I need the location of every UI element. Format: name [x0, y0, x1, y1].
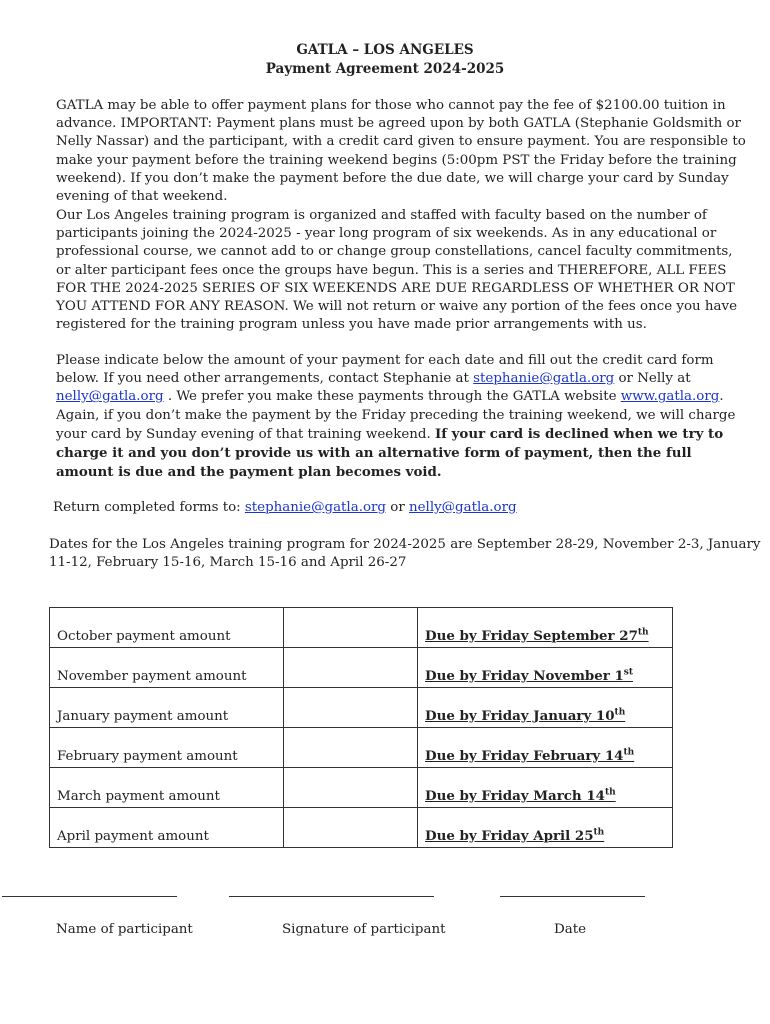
nelly-email-link[interactable]: nelly@gatla.org — [56, 389, 164, 405]
instructions-text-4: . Again, if you don’t make the payment by the Friday preceding the training weekend, we will charge your card by Sunday evening of that training weekend. — [56, 389, 736, 442]
payment-amount-field[interactable] — [284, 648, 418, 688]
date-line[interactable] — [500, 896, 645, 897]
due-ordinal: th — [637, 627, 649, 638]
return-label: Return completed forms to: — [53, 500, 245, 515]
payment-label: April payment amount — [50, 808, 284, 848]
due-text: Due by Friday November 1 — [425, 668, 624, 684]
instructions-text-1: Please indicate below the amount of your payment for each date and fill out the credit card form below. If you need other arrangements, contact Stephanie at — [56, 353, 714, 387]
due-text: Due by Friday February 14 — [425, 748, 624, 764]
payment-due-date — [418, 648, 673, 688]
name-signature-line[interactable] — [2, 896, 177, 897]
payment-amount-field[interactable] — [284, 808, 418, 848]
due-text: Due by Friday March 14 — [425, 788, 605, 804]
name-of-participant-label: Name of participant — [56, 922, 193, 937]
payment-due-date — [418, 808, 673, 848]
payment-due-date — [418, 768, 673, 808]
signature-of-participant-label: Signature of participant — [282, 922, 446, 937]
instructions-text-2: or Nelly at — [614, 371, 691, 387]
due-ordinal: th — [604, 787, 616, 798]
payment-label: November payment amount — [50, 648, 284, 688]
return-email-stephanie-link[interactable]: stephanie@gatla.org — [244, 500, 386, 515]
table-row — [50, 808, 673, 848]
table-row — [50, 608, 673, 648]
due-ordinal: th — [623, 747, 635, 758]
document-title: GATLA – LOS ANGELES — [296, 42, 474, 58]
payment-amount-field[interactable] — [284, 608, 418, 648]
instructions-text-3: . We prefer you make these payments through the GATLA website — [163, 389, 621, 405]
payment-label: March payment amount — [50, 768, 284, 808]
return-or: or — [386, 500, 409, 515]
payment-amount-field[interactable] — [284, 688, 418, 728]
gatla-website-link[interactable]: www.gatla.org — [620, 389, 720, 405]
return-forms-line — [53, 499, 743, 517]
table-row — [50, 728, 673, 768]
return-email-nelly-link[interactable]: nelly@gatla.org — [408, 500, 517, 515]
instructions-paragraph — [56, 352, 746, 482]
payment-label: October payment amount — [50, 608, 284, 648]
due-text: Due by Friday September 27 — [425, 628, 638, 644]
declined-card-warning: If your card is declined when we try to charge it and you don’t provide us with an alternative form of payment, then the full amount is due and the payment plan becomes void. — [56, 425, 724, 481]
payment-amount-field[interactable] — [284, 768, 418, 808]
payment-due-date — [418, 728, 673, 768]
date-label: Date — [554, 922, 587, 937]
due-ordinal: th — [614, 707, 626, 718]
payment-label: January payment amount — [50, 688, 284, 728]
payment-schedule-table — [49, 607, 673, 848]
due-ordinal: st — [623, 667, 634, 678]
payment-plan-paragraph: GATLA may be able to offer payment plans for those who cannot pay the fee of $2100.00 tuition in advance. IMPORTANT: Payment plans must be agreed upon by both GATLA (Stephanie Goldsmith or Nelly Nassar) and the participant, with a credit card given to ensure payment. You are responsible to make your payment before the training weekend begins (5:00pm PST the Friday before the training weekend). If you don’t make the payment before the due date, we will charge your card by Sunday evening of that weekend. — [56, 98, 746, 205]
signature-line[interactable] — [229, 896, 434, 897]
table-row — [50, 648, 673, 688]
table-row — [50, 768, 673, 808]
payment-due-date — [418, 608, 673, 648]
due-text: Due by Friday January 10 — [425, 708, 615, 724]
due-text: Due by Friday April 25 — [425, 828, 594, 844]
payment-due-date — [418, 688, 673, 728]
payment-label: February payment amount — [50, 728, 284, 768]
program-policy-paragraph: Our Los Angeles training program is organized and staffed with faculty based on the number of participants joining the 2024-2025 - year long program of six weekends. As in any educational or professional course, we cannot add to or change group constellations, cancel faculty commitments, or alter participant fees once the groups have begun. This is a series and THEREFORE, ALL FEES FOR THE 2024-2025 SERIES OF SIX WEEKENDS ARE DUE REGARDLESS OF WHETHER OR NOT YOU ATTEND FOR ANY REASON. We will not return or waive any portion of the fees once you have registered for the training program unless you have made prior arrangements with us. — [56, 208, 738, 333]
due-ordinal: th — [593, 827, 605, 838]
program-dates-line: Dates for the Los Angeles training program for 2024-2025 are September 28-29, November 2-3, January 11-12, February 15-16, March 15-16 and April 26-27 — [49, 537, 761, 571]
table-row — [50, 688, 673, 728]
stephanie-email-link[interactable]: stephanie@gatla.org — [473, 371, 615, 387]
document-subtitle: Payment Agreement 2024-2025 — [265, 61, 505, 77]
payment-amount-field[interactable] — [284, 728, 418, 768]
